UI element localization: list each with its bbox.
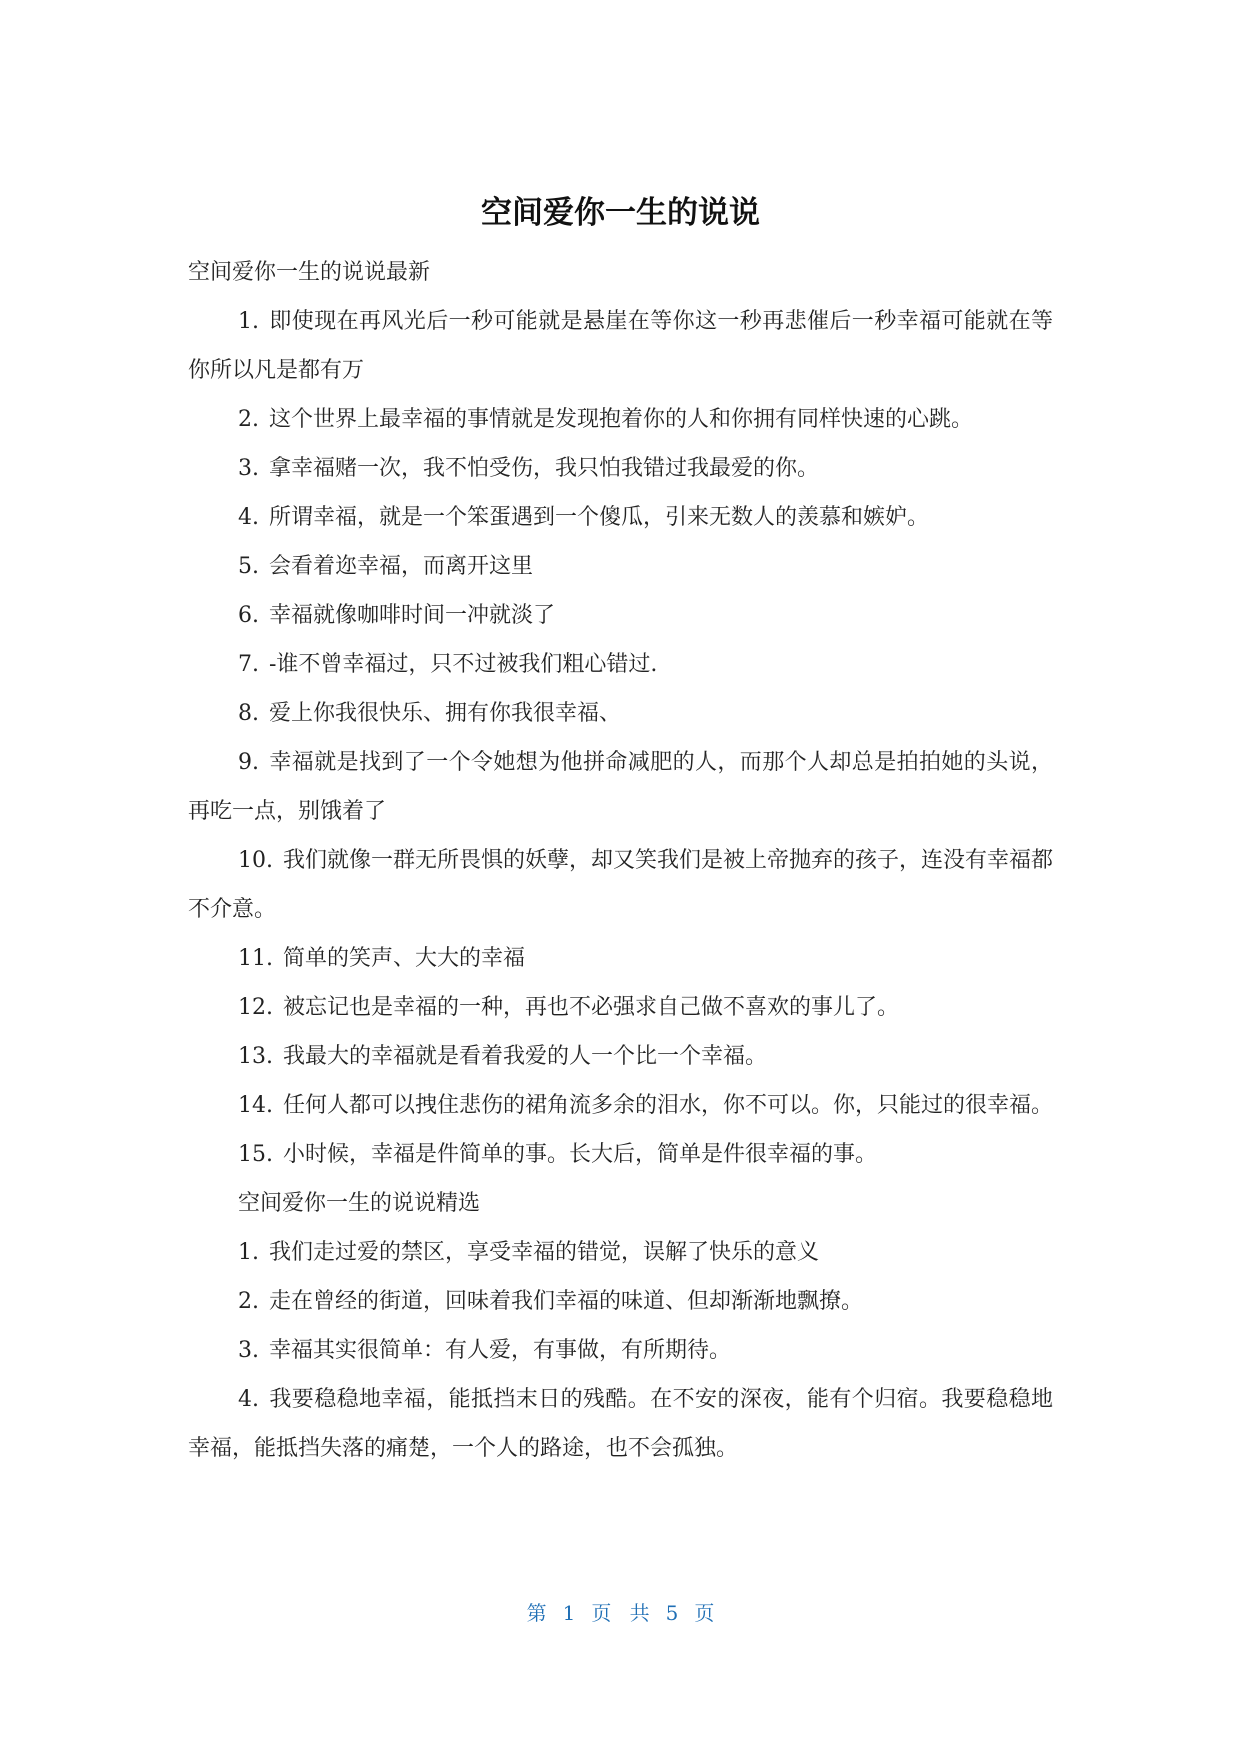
item-text: 拿幸福赌一次，我不怕受伤，我只怕我错过我最爱的你。 — [269, 456, 820, 481]
document-title: 空间爱你一生的说说 — [481, 195, 760, 231]
item-number: 4. — [238, 505, 259, 530]
item-number: 6. — [238, 603, 259, 628]
subtitle: 空间爱你一生的说说最新 — [188, 260, 431, 285]
item-number: 1. — [238, 309, 259, 334]
list-item — [188, 1130, 1053, 1179]
item-number: 11. — [238, 946, 273, 971]
item-number: 10. — [238, 848, 273, 873]
list-item — [188, 1277, 1053, 1326]
item-text: -谁不曾幸福过，只不过被我们粗心错过. — [269, 652, 658, 677]
section-heading: 空间爱你一生的说说精选 — [238, 1191, 481, 1216]
item-number: 4. — [238, 1387, 259, 1412]
item-text: 会看着迩幸福，而离开这里 — [269, 554, 534, 579]
item-number: 8. — [238, 701, 259, 726]
list-item — [188, 395, 1053, 444]
item-text: 爱上你我很快乐、拥有你我很幸福、 — [269, 701, 622, 726]
item-text: 幸福其实很简单：有人爱，有事做，有所期待。 — [269, 1338, 732, 1363]
list-item — [188, 1326, 1053, 1375]
item-text: 任何人都可以拽住悲伤的裙角流多余的泪水，你不可以。你，只能过的很幸福。 — [283, 1093, 1054, 1118]
item-text: 我们就像一群无所畏惧的妖孽，却又笑我们是被上帝抛弃的孩子，连没有幸福都不介意。 — [188, 848, 1054, 922]
list-item — [188, 1032, 1053, 1081]
item-text: 我们走过爱的禁区，享受幸福的错觉，误解了快乐的意义 — [269, 1240, 820, 1265]
item-number: 13. — [238, 1044, 273, 1069]
list-item — [188, 493, 1053, 542]
item-number: 3. — [238, 1338, 259, 1363]
item-number: 1. — [238, 1240, 259, 1265]
item-number: 3. — [238, 456, 259, 481]
list-item — [188, 689, 1053, 738]
item-text: 即使现在再风光后一秒可能就是悬崖在等你这一秒再悲催后一秒幸福可能就在等你所以凡是都有万 — [188, 309, 1053, 383]
list-item — [188, 934, 1053, 983]
item-text: 幸福就像咖啡时间一冲就淡了 — [269, 603, 556, 628]
item-text: 所谓幸福，就是一个笨蛋遇到一个傻瓜，引来无数人的羡慕和嫉妒。 — [269, 505, 930, 530]
item-number: 2. — [238, 1289, 259, 1314]
footer-prefix: 第 — [526, 1601, 547, 1625]
item-number: 14. — [238, 1093, 273, 1118]
item-text: 简单的笑声、大大的幸福 — [283, 946, 526, 971]
list-item — [188, 836, 1053, 934]
item-number: 2. — [238, 407, 259, 432]
item-text: 小时候，幸福是件简单的事。长大后，简单是件很幸福的事。 — [283, 1142, 878, 1167]
list-item — [188, 444, 1053, 493]
footer-suffix: 页 — [694, 1601, 715, 1625]
item-number: 9. — [238, 750, 259, 775]
item-text: 被忘记也是幸福的一种，再也不必强求自己做不喜欢的事儿了。 — [283, 995, 900, 1020]
list-item — [188, 1375, 1053, 1473]
list-item — [188, 738, 1053, 836]
item-number: 15. — [238, 1142, 273, 1167]
item-text: 幸福就是找到了一个令她想为他拼命减肥的人，而那个人却总是拍拍她的头说，再吃一点，别饿着了 — [188, 750, 1053, 824]
item-number: 7. — [238, 652, 259, 677]
list-secondary — [188, 1228, 1053, 1473]
list-item — [188, 542, 1053, 591]
list-item — [188, 640, 1053, 689]
item-text: 这个世界上最幸福的事情就是发现抱着你的人和你拥有同样快速的心跳。 — [269, 407, 974, 432]
list-item — [188, 1081, 1053, 1130]
list-item — [188, 297, 1053, 395]
item-text: 我最大的幸福就是看着我爱的人一个比一个幸福。 — [283, 1044, 768, 1069]
item-number: 5. — [238, 554, 259, 579]
footer-middle: 页 共 — [591, 1601, 650, 1625]
list-item — [188, 591, 1053, 640]
list-primary — [188, 297, 1053, 1179]
item-text: 我要稳稳地幸福，能抵挡末日的残酷。在不安的深夜，能有个归宿。我要稳稳地幸福，能抵挡失落的痛楚，一个人的路途，也不会孤独。 — [188, 1387, 1053, 1461]
document-body — [188, 248, 1053, 1473]
page-footer — [0, 1598, 1241, 1628]
footer-total-pages: 5 — [665, 1601, 679, 1625]
list-item — [188, 983, 1053, 1032]
list-item — [188, 1228, 1053, 1277]
item-text: 走在曾经的街道，回味着我们幸福的味道、但却渐渐地飘撩。 — [269, 1289, 864, 1314]
item-number: 12. — [238, 995, 273, 1020]
footer-page-number: 1 — [562, 1601, 576, 1625]
